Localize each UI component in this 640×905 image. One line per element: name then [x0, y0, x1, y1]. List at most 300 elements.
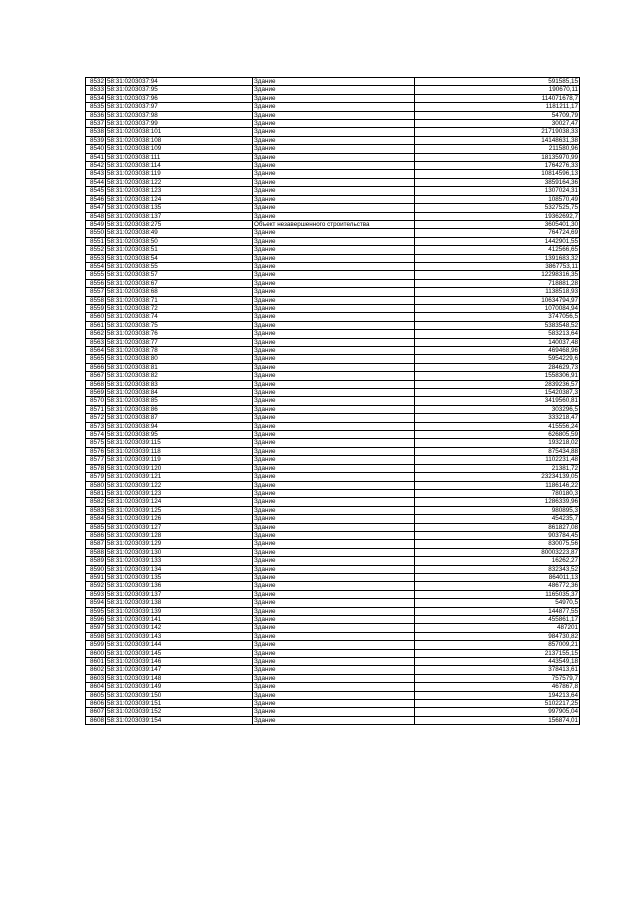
row-number-cell: 8539: [86, 136, 106, 144]
table-row: [86, 607, 580, 615]
object-type-cell: Здание: [253, 338, 415, 346]
table-row: [86, 254, 580, 262]
object-type-cell: Здание: [253, 624, 415, 632]
cadastral-value-cell: 3859164,36: [415, 178, 580, 186]
cadastral-number-cell: 58:31:0203037:95: [106, 86, 253, 94]
row-number-cell: 8577: [86, 456, 106, 464]
row-number-cell: 8604: [86, 683, 106, 691]
cadastral-value-cell: 114071678,7: [415, 94, 580, 102]
object-type-cell: Здание: [253, 136, 415, 144]
cadastral-number-cell: 58:31:0203039:148: [106, 674, 253, 682]
cadastral-number-cell: 58:31:0203039:124: [106, 498, 253, 506]
object-type-cell: Здание: [253, 212, 415, 220]
table-row: [86, 506, 580, 514]
object-type-cell: Здание: [253, 691, 415, 699]
table-row: [86, 531, 580, 539]
object-type-cell: Здание: [253, 204, 415, 212]
cadastral-number-cell: 58:31:0203038:57: [106, 271, 253, 279]
table-row: [86, 246, 580, 254]
cadastral-number-cell: 58:31:0203038:84: [106, 389, 253, 397]
table-row: [86, 313, 580, 321]
row-number-cell: 8549: [86, 220, 106, 228]
cadastral-number-cell: 58:31:0203038:87: [106, 414, 253, 422]
cadastral-number-cell: 58:31:0203039:150: [106, 691, 253, 699]
cadastral-value-cell: 284629,73: [415, 363, 580, 371]
object-type-cell: Здание: [253, 237, 415, 245]
cadastral-number-cell: 58:31:0203039:137: [106, 590, 253, 598]
cadastral-value-cell: 1286339,96: [415, 498, 580, 506]
table-row: [86, 498, 580, 506]
row-number-cell: 8608: [86, 716, 106, 724]
object-type-cell: Здание: [253, 540, 415, 548]
object-type-cell: Здание: [253, 94, 415, 102]
cadastral-value-cell: 861827,08: [415, 523, 580, 531]
cadastral-value-cell: 903784,45: [415, 531, 580, 539]
object-type-cell: Здание: [253, 422, 415, 430]
row-number-cell: 8537: [86, 120, 106, 128]
cadastral-value-cell: 857009,21: [415, 641, 580, 649]
cadastral-number-cell: 58:31:0203038:83: [106, 380, 253, 388]
cadastral-value-cell: 194213,64: [415, 691, 580, 699]
cadastral-number-cell: 58:31:0203039:122: [106, 481, 253, 489]
cadastral-value-cell: 333218,47: [415, 414, 580, 422]
table-row: [86, 94, 580, 102]
object-type-cell: Здание: [253, 162, 415, 170]
cadastral-value-cell: 10814596,13: [415, 170, 580, 178]
table-row: [86, 229, 580, 237]
object-type-cell: Объект незавершенного строительства: [253, 220, 415, 228]
cadastral-number-cell: 58:31:0203038:95: [106, 431, 253, 439]
cadastral-value-cell: 486772,36: [415, 582, 580, 590]
table-row: [86, 431, 580, 439]
table-row: [86, 716, 580, 724]
row-number-cell: 8598: [86, 632, 106, 640]
row-number-cell: 8540: [86, 145, 106, 153]
object-type-cell: Здание: [253, 515, 415, 523]
row-number-cell: 8552: [86, 246, 106, 254]
cadastral-number-cell: 58:31:0203037:97: [106, 103, 253, 111]
table-row: [86, 153, 580, 161]
cadastral-value-cell: 718881,28: [415, 279, 580, 287]
table-row: [86, 220, 580, 228]
cadastral-number-cell: 58:31:0203038:81: [106, 363, 253, 371]
object-type-cell: Здание: [253, 506, 415, 514]
row-number-cell: 8568: [86, 380, 106, 388]
table-row: [86, 178, 580, 186]
table-row: [86, 237, 580, 245]
object-type-cell: Здание: [253, 355, 415, 363]
table-row: [86, 279, 580, 287]
cadastral-number-cell: 58:31:0203038:78: [106, 347, 253, 355]
cadastral-value-cell: 980895,3: [415, 506, 580, 514]
object-type-cell: Здание: [253, 674, 415, 682]
row-number-cell: 8571: [86, 405, 106, 413]
row-number-cell: 8570: [86, 397, 106, 405]
row-number-cell: 8563: [86, 338, 106, 346]
row-number-cell: 8574: [86, 431, 106, 439]
cadastral-value-cell: 443549,18: [415, 658, 580, 666]
cadastral-number-cell: 58:31:0203038:82: [106, 372, 253, 380]
cadastral-value-cell: 5327525,75: [415, 204, 580, 212]
cadastral-value-cell: 378413,61: [415, 666, 580, 674]
cadastral-value-cell: 864011,13: [415, 573, 580, 581]
cadastral-number-cell: 58:31:0203039:144: [106, 641, 253, 649]
cadastral-value-cell: 303296,5: [415, 405, 580, 413]
object-type-cell: Здание: [253, 170, 415, 178]
cadastral-value-cell: 19362692,7: [415, 212, 580, 220]
table-row: [86, 624, 580, 632]
cadastral-number-cell: 58:31:0203038:123: [106, 187, 253, 195]
row-number-cell: 8586: [86, 531, 106, 539]
cadastral-number-cell: 58:31:0203038:124: [106, 195, 253, 203]
table-row: [86, 658, 580, 666]
cadastral-value-cell: 997905,04: [415, 708, 580, 716]
row-number-cell: 8556: [86, 279, 106, 287]
cadastral-value-cell: 583213,64: [415, 330, 580, 338]
table-row: [86, 86, 580, 94]
cadastral-value-cell: 140037,48: [415, 338, 580, 346]
table-row: [86, 120, 580, 128]
table-row: [86, 649, 580, 657]
object-type-cell: Здание: [253, 380, 415, 388]
table-row: [86, 78, 580, 86]
object-type-cell: Здание: [253, 229, 415, 237]
object-type-cell: Здание: [253, 347, 415, 355]
row-number-cell: 8553: [86, 254, 106, 262]
cadastral-number-cell: 58:31:0203038:80: [106, 355, 253, 363]
cadastral-number-cell: 58:31:0203039:139: [106, 607, 253, 615]
row-number-cell: 8541: [86, 153, 106, 161]
cadastral-value-cell: 3867753,11: [415, 262, 580, 270]
cadastral-value-cell: 30027,47: [415, 120, 580, 128]
table-row: [86, 540, 580, 548]
row-number-cell: 8572: [86, 414, 106, 422]
object-type-cell: Здание: [253, 708, 415, 716]
cadastral-number-cell: 58:31:0203038:71: [106, 296, 253, 304]
cadastral-number-cell: 58:31:0203038:135: [106, 204, 253, 212]
cadastral-value-cell: 626805,59: [415, 431, 580, 439]
row-number-cell: 8566: [86, 363, 106, 371]
cadastral-number-cell: 58:31:0203039:142: [106, 624, 253, 632]
table-row: [86, 212, 580, 220]
cadastral-number-cell: 58:31:0203038:68: [106, 288, 253, 296]
cadastral-value-cell: 469468,96: [415, 347, 580, 355]
cadastral-number-cell: 58:31:0203038:109: [106, 145, 253, 153]
cadastral-number-cell: 58:31:0203039:143: [106, 632, 253, 640]
cadastral-value-cell: 23234139,05: [415, 473, 580, 481]
table-row: [86, 162, 580, 170]
row-number-cell: 8587: [86, 540, 106, 548]
row-number-cell: 8560: [86, 313, 106, 321]
cadastral-value-cell: 1307024,31: [415, 187, 580, 195]
row-number-cell: 8579: [86, 473, 106, 481]
cadastral-value-cell: 193218,02: [415, 439, 580, 447]
object-type-cell: Здание: [253, 254, 415, 262]
cadastral-value-cell: 1442901,55: [415, 237, 580, 245]
table-row: [86, 422, 580, 430]
row-number-cell: 8545: [86, 187, 106, 195]
table-row: [86, 397, 580, 405]
row-number-cell: 8557: [86, 288, 106, 296]
cadastral-value-cell: 3419560,81: [415, 397, 580, 405]
object-type-cell: Здание: [253, 178, 415, 186]
table-row: [86, 288, 580, 296]
cadastral-value-cell: 18135970,99: [415, 153, 580, 161]
row-number-cell: 8575: [86, 439, 106, 447]
table-row: [86, 573, 580, 581]
cadastral-number-cell: 58:31:0203037:96: [106, 94, 253, 102]
object-type-cell: Здание: [253, 666, 415, 674]
cadastral-value-cell: 54709,79: [415, 111, 580, 119]
table-row: [86, 632, 580, 640]
cadastral-value-cell: 764724,69: [415, 229, 580, 237]
cadastral-number-cell: 58:31:0203039:154: [106, 716, 253, 724]
table-row: [86, 548, 580, 556]
cadastral-number-cell: 58:31:0203039:147: [106, 666, 253, 674]
cadastral-number-cell: 58:31:0203038:94: [106, 422, 253, 430]
row-number-cell: 8588: [86, 548, 106, 556]
table-row: [86, 321, 580, 329]
table-row: [86, 355, 580, 363]
row-number-cell: 8593: [86, 590, 106, 598]
cadastral-value-cell: 875434,88: [415, 447, 580, 455]
cadastral-number-cell: 58:31:0203038:67: [106, 279, 253, 287]
property-registry-table: [85, 77, 580, 725]
row-number-cell: 8544: [86, 178, 106, 186]
object-type-cell: Здание: [253, 481, 415, 489]
row-number-cell: 8596: [86, 616, 106, 624]
cadastral-value-cell: 1138518,93: [415, 288, 580, 296]
cadastral-value-cell: 1558306,91: [415, 372, 580, 380]
cadastral-value-cell: 21719038,33: [415, 128, 580, 136]
object-type-cell: Здание: [253, 128, 415, 136]
cadastral-value-cell: 454235,7: [415, 515, 580, 523]
object-type-cell: Здание: [253, 582, 415, 590]
row-number-cell: 8559: [86, 304, 106, 312]
cadastral-number-cell: 58:31:0203038:49: [106, 229, 253, 237]
object-type-cell: Здание: [253, 86, 415, 94]
table-row: [86, 700, 580, 708]
row-number-cell: 8536: [86, 111, 106, 119]
row-number-cell: 8606: [86, 700, 106, 708]
cadastral-value-cell: 156874,01: [415, 716, 580, 724]
cadastral-value-cell: 16262,27: [415, 557, 580, 565]
cadastral-value-cell: 467867,8: [415, 683, 580, 691]
cadastral-value-cell: 1181211,17: [415, 103, 580, 111]
row-number-cell: 8578: [86, 464, 106, 472]
object-type-cell: Здание: [253, 389, 415, 397]
row-number-cell: 8603: [86, 674, 106, 682]
cadastral-value-cell: 144877,55: [415, 607, 580, 615]
object-type-cell: Здание: [253, 456, 415, 464]
table-row: [86, 372, 580, 380]
object-type-cell: Здание: [253, 145, 415, 153]
cadastral-value-cell: 1186146,22: [415, 481, 580, 489]
cadastral-number-cell: 58:31:0203039:120: [106, 464, 253, 472]
row-number-cell: 8573: [86, 422, 106, 430]
cadastral-value-cell: 3747056,5: [415, 313, 580, 321]
row-number-cell: 8580: [86, 481, 106, 489]
row-number-cell: 8550: [86, 229, 106, 237]
cadastral-number-cell: 58:31:0203039:135: [106, 573, 253, 581]
cadastral-number-cell: 58:31:0203039:129: [106, 540, 253, 548]
cadastral-number-cell: 58:31:0203039:152: [106, 708, 253, 716]
cadastral-number-cell: 58:31:0203038:114: [106, 162, 253, 170]
object-type-cell: Здание: [253, 372, 415, 380]
cadastral-value-cell: 14148631,38: [415, 136, 580, 144]
object-type-cell: Здание: [253, 489, 415, 497]
table-row: [86, 464, 580, 472]
table-row: [86, 447, 580, 455]
cadastral-number-cell: 58:31:0203039:141: [106, 616, 253, 624]
cadastral-number-cell: 58:31:0203039:133: [106, 557, 253, 565]
object-type-cell: Здание: [253, 439, 415, 447]
object-type-cell: Здание: [253, 700, 415, 708]
cadastral-number-cell: 58:31:0203039:121: [106, 473, 253, 481]
object-type-cell: Здание: [253, 683, 415, 691]
cadastral-value-cell: 830075,56: [415, 540, 580, 548]
object-type-cell: Здание: [253, 313, 415, 321]
row-number-cell: 8534: [86, 94, 106, 102]
cadastral-number-cell: 58:31:0203039:151: [106, 700, 253, 708]
cadastral-value-cell: 3605401,30: [415, 220, 580, 228]
row-number-cell: 8602: [86, 666, 106, 674]
object-type-cell: Здание: [253, 447, 415, 455]
table-row: [86, 666, 580, 674]
table-row: [86, 489, 580, 497]
row-number-cell: 8558: [86, 296, 106, 304]
table-row: [86, 599, 580, 607]
table-row: [86, 304, 580, 312]
cadastral-value-cell: 1391683,32: [415, 254, 580, 262]
cadastral-value-cell: 21381,72: [415, 464, 580, 472]
row-number-cell: 8569: [86, 389, 106, 397]
table-row: [86, 338, 580, 346]
object-type-cell: Здание: [253, 649, 415, 657]
object-type-cell: Здание: [253, 271, 415, 279]
cadastral-value-cell: 1764276,33: [415, 162, 580, 170]
cadastral-number-cell: 58:31:0203038:72: [106, 304, 253, 312]
row-number-cell: 8582: [86, 498, 106, 506]
row-number-cell: 8592: [86, 582, 106, 590]
row-number-cell: 8548: [86, 212, 106, 220]
object-type-cell: Здание: [253, 195, 415, 203]
object-type-cell: Здание: [253, 590, 415, 598]
object-type-cell: Здание: [253, 279, 415, 287]
cadastral-value-cell: 1102231,48: [415, 456, 580, 464]
cadastral-number-cell: 58:31:0203037:99: [106, 120, 253, 128]
table-row: [86, 708, 580, 716]
cadastral-number-cell: 58:31:0203039:130: [106, 548, 253, 556]
row-number-cell: 8542: [86, 162, 106, 170]
row-number-cell: 8551: [86, 237, 106, 245]
cadastral-value-cell: 487201: [415, 624, 580, 632]
cadastral-number-cell: 58:31:0203039:123: [106, 489, 253, 497]
cadastral-number-cell: 58:31:0203038:51: [106, 246, 253, 254]
cadastral-number-cell: 58:31:0203038:111: [106, 153, 253, 161]
table-row: [86, 170, 580, 178]
row-number-cell: 8547: [86, 204, 106, 212]
row-number-cell: 8584: [86, 515, 106, 523]
table-row: [86, 296, 580, 304]
cadastral-number-cell: 58:31:0203039:118: [106, 447, 253, 455]
object-type-cell: Здание: [253, 548, 415, 556]
table-row: [86, 103, 580, 111]
cadastral-number-cell: 58:31:0203039:146: [106, 658, 253, 666]
row-number-cell: 8564: [86, 347, 106, 355]
object-type-cell: Здание: [253, 498, 415, 506]
cadastral-value-cell: 15420387,3: [415, 389, 580, 397]
object-type-cell: Здание: [253, 716, 415, 724]
object-type-cell: Здание: [253, 523, 415, 531]
object-type-cell: Здание: [253, 304, 415, 312]
cadastral-number-cell: 58:31:0203038:85: [106, 397, 253, 405]
cadastral-value-cell: 591585,15: [415, 78, 580, 86]
object-type-cell: Здание: [253, 405, 415, 413]
row-number-cell: 8601: [86, 658, 106, 666]
row-number-cell: 8597: [86, 624, 106, 632]
table-row: [86, 136, 580, 144]
cadastral-number-cell: 58:31:0203038:50: [106, 237, 253, 245]
cadastral-value-cell: 832343,52: [415, 565, 580, 573]
object-type-cell: Здание: [253, 531, 415, 539]
table-row: [86, 380, 580, 388]
cadastral-number-cell: 58:31:0203039:149: [106, 683, 253, 691]
row-number-cell: 8538: [86, 128, 106, 136]
object-type-cell: Здание: [253, 431, 415, 439]
cadastral-number-cell: 58:31:0203039:136: [106, 582, 253, 590]
object-type-cell: Здание: [253, 330, 415, 338]
cadastral-value-cell: 12298316,35: [415, 271, 580, 279]
cadastral-number-cell: 58:31:0203039:128: [106, 531, 253, 539]
cadastral-number-cell: 58:31:0203039:127: [106, 523, 253, 531]
registry-table-body: [86, 78, 580, 725]
row-number-cell: 8583: [86, 506, 106, 514]
cadastral-number-cell: 58:31:0203038:75: [106, 321, 253, 329]
cadastral-number-cell: 58:31:0203039:125: [106, 506, 253, 514]
cadastral-value-cell: 415556,24: [415, 422, 580, 430]
object-type-cell: Здание: [253, 616, 415, 624]
table-row: [86, 683, 580, 691]
row-number-cell: 8535: [86, 103, 106, 111]
row-number-cell: 8591: [86, 573, 106, 581]
row-number-cell: 8555: [86, 271, 106, 279]
table-row: [86, 271, 580, 279]
cadastral-number-cell: 58:31:0203038:54: [106, 254, 253, 262]
object-type-cell: Здание: [253, 153, 415, 161]
object-type-cell: Здание: [253, 599, 415, 607]
cadastral-number-cell: 58:31:0203038:108: [106, 136, 253, 144]
object-type-cell: Здание: [253, 288, 415, 296]
table-row: [86, 523, 580, 531]
table-row: [86, 330, 580, 338]
cadastral-number-cell: 58:31:0203039:126: [106, 515, 253, 523]
object-type-cell: Здание: [253, 632, 415, 640]
object-type-cell: Здание: [253, 103, 415, 111]
cadastral-number-cell: 58:31:0203038:275: [106, 220, 253, 228]
table-row: [86, 145, 580, 153]
table-row: [86, 363, 580, 371]
cadastral-value-cell: 190670,11: [415, 86, 580, 94]
table-row: [86, 389, 580, 397]
object-type-cell: Здание: [253, 363, 415, 371]
table-row: [86, 557, 580, 565]
row-number-cell: 8607: [86, 708, 106, 716]
cadastral-value-cell: 54970,5: [415, 599, 580, 607]
object-type-cell: Здание: [253, 473, 415, 481]
cadastral-value-cell: 5954229,6: [415, 355, 580, 363]
object-type-cell: Здание: [253, 607, 415, 615]
